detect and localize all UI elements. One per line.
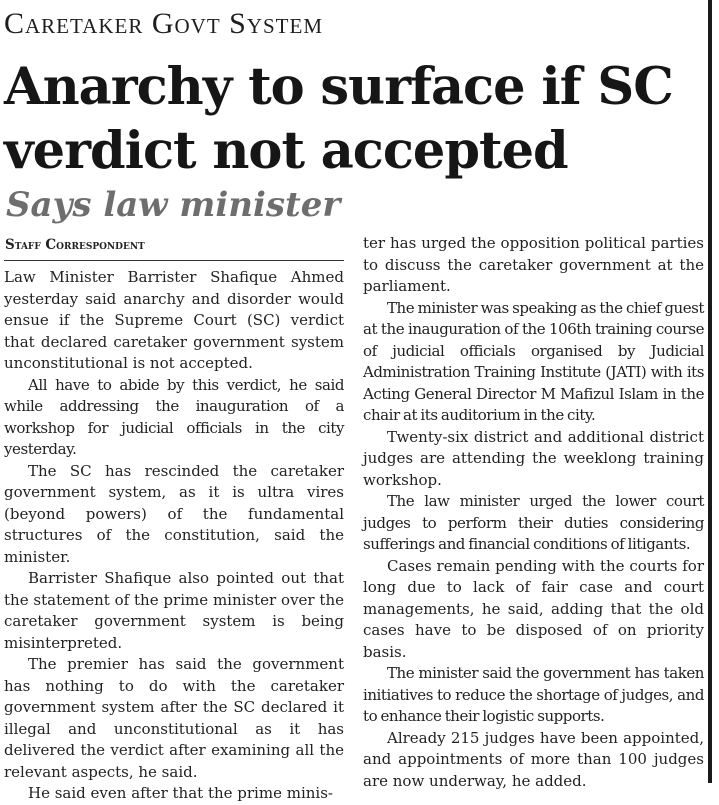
- column-left: [4, 267, 344, 805]
- paragraph: The law minister urged the lower court judges to perform their duties considering sufferings and financial conditions of litigants.: [363, 492, 704, 553]
- headline: Anarchy to surface if SC verdict not accepted: [4, 57, 673, 181]
- paragraph: The premier has said the government has nothing to do with the caretaker government system after the SC declared it illegal and unconstitutional as it has delivered the verdict after examining all the relevant aspects, he said.: [4, 655, 344, 781]
- subhead: Says law minister: [6, 185, 341, 225]
- paragraph: Barrister Shafique also pointed out that the statement of the prime minister over the caretaker government system is being misinterpreted.: [4, 569, 344, 652]
- paragraph: ter has urged the opposition political parties to discuss the caretaker government at the parliament.: [363, 234, 704, 295]
- paragraph: Law Minister Barrister Shafique Ahmed yesterday said anarchy and disorder would ensue if the Supreme Court (SC) verdict that declared caretaker government system unconstitutional is not accepted.: [4, 268, 344, 372]
- paragraph: He said even after that the prime minis-: [28, 784, 333, 802]
- paragraph: The SC has rescinded the caretaker government system, as it is ultra vires (beyond powers) of the fundamental structures of the constitution, said the minister.: [4, 461, 344, 566]
- byline-rule: [4, 260, 344, 261]
- paragraph: All have to abide by this verdict, he said while addressing the inauguration of a workshop for judicial officials in the city yesterday.: [4, 375, 344, 458]
- paragraph: Cases remain pending with the courts for long due to lack of fair case and court managements, he said, adding that the old cases have to be disposed of on priority basis.: [363, 556, 704, 661]
- column-right: [363, 233, 704, 792]
- kicker: Caretaker Govt System: [4, 7, 324, 40]
- paragraph: Twenty-six district and additional district judges are attending the weeklong training workshop.: [363, 427, 704, 489]
- paragraph: The minister said the government has taken initiatives to reduce the shortage of judges, and to enhance their logistic supports.: [363, 664, 704, 725]
- paragraph: The minister was speaking as the chief guest at the inauguration of the 106th training course of judicial officials organised by Judicial Administration Training Institute (JATI) with its Acting General Director M Mafizul Islam in the chair at its auditorium in the city.: [363, 298, 704, 424]
- paragraph: Already 215 judges have been appointed, and appointments of more than 100 judges are now underway, he added.: [363, 728, 704, 790]
- byline: Staff Correspondent: [5, 237, 145, 253]
